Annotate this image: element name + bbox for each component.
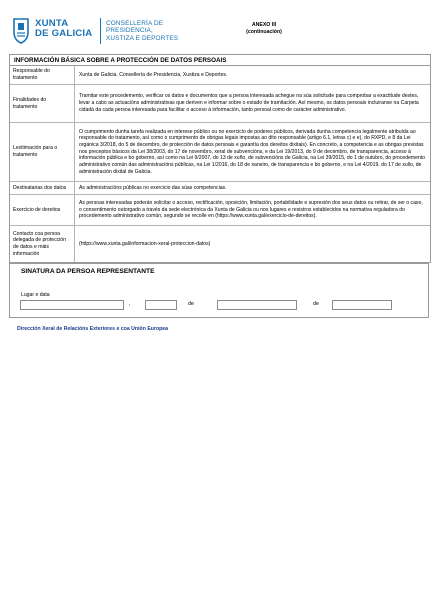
row-value: As administracións públicas no exercicio das súas competencias. bbox=[79, 184, 227, 191]
footer-directorate: Dirección Xeral de Relacións Exteriores e coa Unión Europea bbox=[17, 326, 169, 332]
table-row bbox=[10, 123, 430, 182]
row-value: As persoas interesadas poderán solicitar o acceso, rectificación, oposición, limitación, portabilidade e supresión dos seus datos ou retirar, de ser o caso, o consentimento outorgado a través da sede electrónica da Xunta de Galicia ou nos lugares e rexistros establecidos na normativa reguladora do procedemento administrativo común, segundo se recolle en (https://www.xunta.gal/exercicio-de-dereitos). bbox=[79, 199, 423, 220]
department-name bbox=[106, 20, 178, 42]
document-header bbox=[11, 18, 431, 48]
table-row bbox=[10, 85, 430, 123]
day-field[interactable] bbox=[145, 300, 177, 310]
de-separator-2: de bbox=[313, 301, 319, 307]
row-label: Lexitimación para o tratamento bbox=[10, 123, 75, 181]
place-date-label: Lugar e data bbox=[21, 292, 50, 298]
logo-line-1: XUNTA bbox=[35, 18, 69, 29]
row-label: Contacto coa persoa delegada de protección de datos e máis información bbox=[10, 226, 75, 262]
de-separator-1: de bbox=[188, 301, 194, 307]
table-row bbox=[10, 66, 430, 85]
table-row bbox=[10, 226, 430, 262]
place-field[interactable] bbox=[20, 300, 124, 310]
signature-section bbox=[9, 263, 429, 318]
row-label: Responsable do tratamento bbox=[10, 66, 75, 84]
logo-line-2: DE GALICIA bbox=[35, 28, 93, 39]
dept-line-2: PRESIDENCIA, bbox=[106, 27, 153, 35]
row-value: Xunta de Galicia. Consellería de Presidencia, Xustiza e Deportes. bbox=[79, 71, 228, 78]
month-field[interactable] bbox=[217, 300, 297, 310]
row-label: Destinatarias dos datos bbox=[10, 182, 75, 194]
data-protection-title: INFORMACIÓN BÁSICA SOBRE A PROTECCIÓN DE DATOS PERSOAIS bbox=[10, 55, 430, 66]
annex-subtitle: (continuación) bbox=[246, 29, 282, 35]
header-divider bbox=[100, 18, 101, 44]
dept-line-1: CONSELLERÍA DE bbox=[106, 20, 164, 27]
row-label: Exercicio de dereitos bbox=[10, 195, 75, 225]
row-label: Finalidades do tratamento bbox=[10, 85, 75, 122]
table-row bbox=[10, 195, 430, 226]
comma-separator: , bbox=[129, 301, 131, 307]
table-row bbox=[10, 182, 430, 195]
signature-title: SINATURA DA PERSOA REPRESENTANTE bbox=[21, 268, 155, 275]
data-protection-table bbox=[9, 54, 431, 263]
year-field[interactable] bbox=[332, 300, 392, 310]
annex-title: ANEXO III bbox=[251, 22, 277, 28]
annex-heading bbox=[216, 22, 312, 36]
row-value: Tramitar este procedemento, verificar os datos e documentos que a persoa interesada achegue na súa solicitude para comprobar a exactitude destes, levar a cabo as actuacións administrativas que deriven e informar sobre o estado de tramitación. Así mesmo, os datos persoais incluiranse na Carpeta cidadá da cada persoa interesada para facilitar o acceso á información, tanto persoal como de carácter administrativo. bbox=[79, 93, 419, 113]
logo-wordmark bbox=[35, 19, 92, 39]
row-value: (https://www.xunta.gal/informacion-xeral-proteccion-datos) bbox=[79, 240, 211, 247]
dept-line-3: XUSTIZA E DEPORTES bbox=[106, 34, 179, 42]
galicia-emblem-icon bbox=[11, 18, 31, 44]
xunta-logo bbox=[11, 18, 107, 44]
row-value: O cumprimento dunha tarefa realizada en interese público ou no exercicio de poderes públicos, derivada dunha competencia legalmente atribuída ao responsable do tratamento, así como o cumprimento de obrigas legais impostas ao dito responsable (artigo 6.1, letras c) e e), do RXPD, e 8 da Lei orgánica 3/2018, do 5 de decembro, de protección de datos persoais e garantía dos dereitos dixitais). En concreto, a competencia e as obrigas previstas nos preceptos básicos da Lei 38/2003, do 17 de novembro, xeral de subvencións, e da Lei 19/2013, do 9 de decembro, de transparencia, acceso á información pública e bo goberno, así como na Lei 9/2007, do 13 de xuño, de subvencións de Galicia, na Lei 39/2015, do 1 de outubro, do procedemento administrativo común das administracións públicas, na Lei 1/2016, do 18 de xaneiro, de transparencia e bo goberno, e na Lei 4/2019, do 17 de xullo, de administración dixital de Galicia. bbox=[79, 128, 426, 175]
